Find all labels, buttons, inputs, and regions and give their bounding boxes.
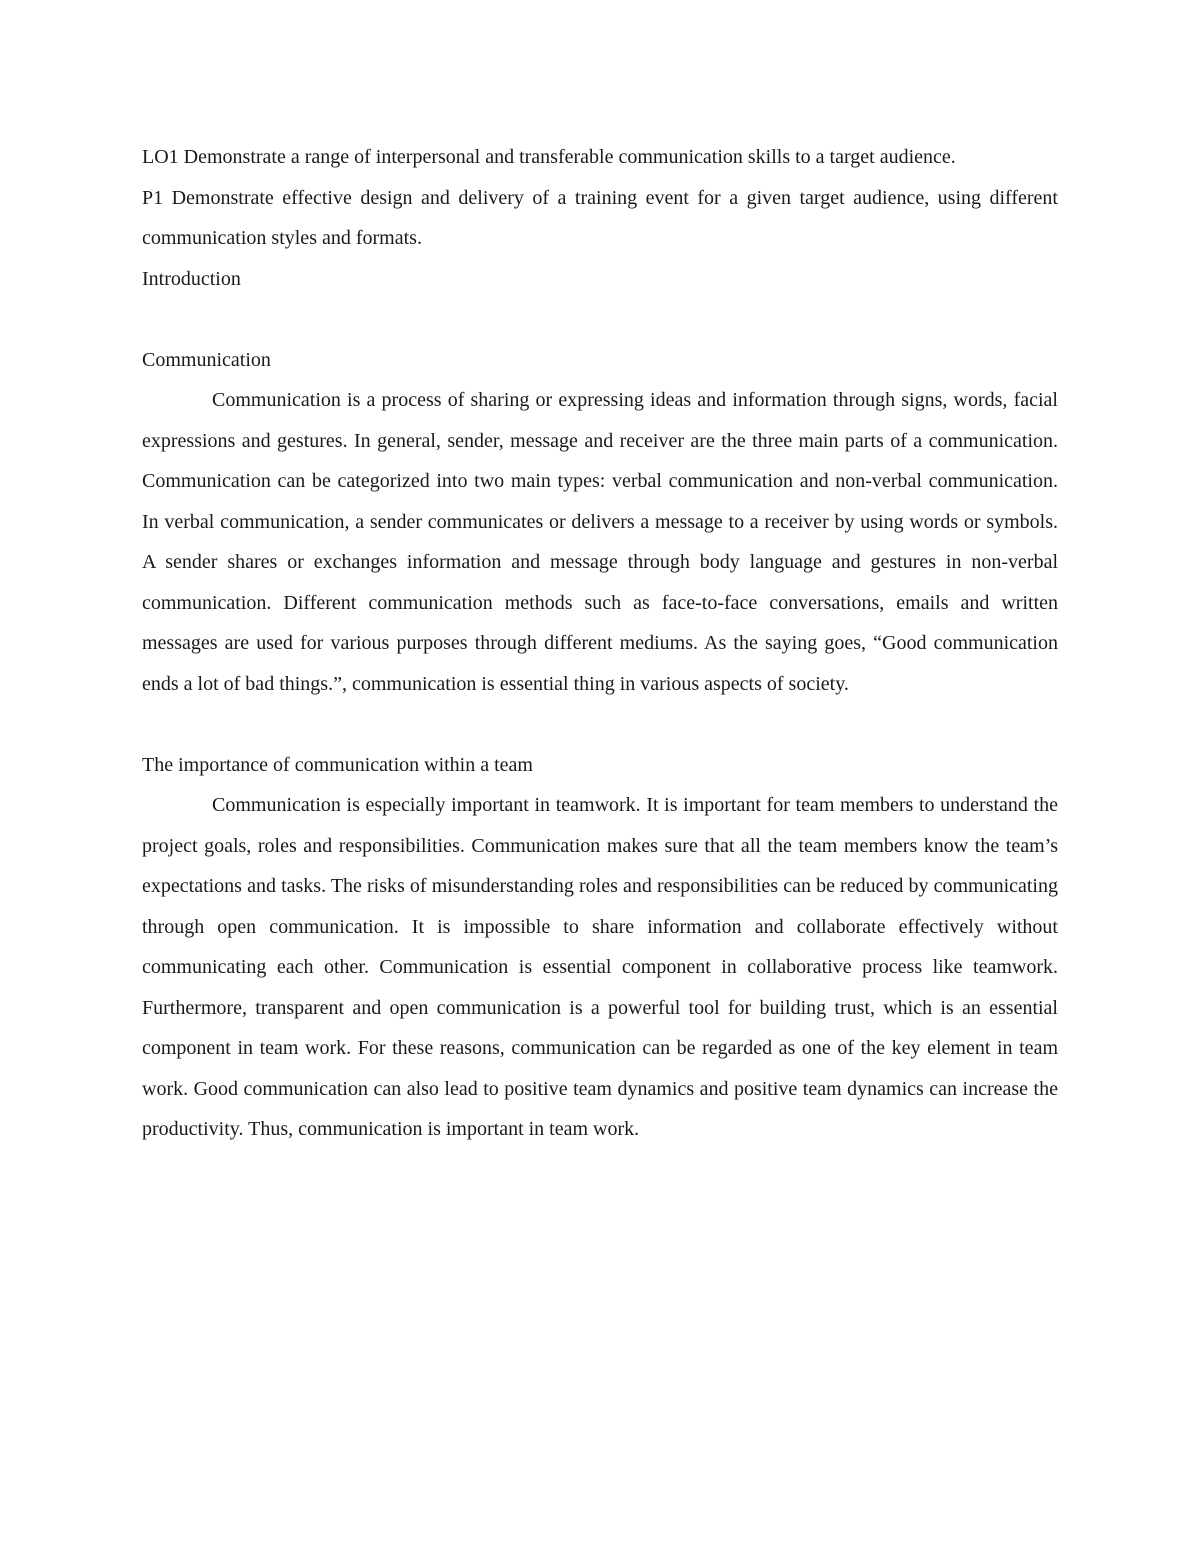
p-heading: P1 Demonstrate effective design and delivery of a training event for a given target audience, using different communication styles and formats. — [142, 186, 1058, 249]
section-title-team-communication: The importance of communication within a team — [142, 753, 533, 776]
lo-heading: LO1 Demonstrate a range of interpersonal and transferable communication skills to a target audience. — [142, 146, 956, 168]
section-body-communication: Communication is a process of sharing or expressing ideas and information through signs, words, facial expressions and gestures. In general, sender, message and receiver are the three main parts of a communication. Communication can be categorized into two main types: verbal communication and non-verbal communication. In verbal communication, a sender communicates or delivers a message to a receiver by using words or symbols. A sender shares or exchanges information and message through body language and gestures in non-verbal communication. Different communication methods such as face-to-face conversations, emails and written messages are used for various purposes through different mediums. As the saying goes, “Good communication ends a lot of bad things.”, communication is essential thing in various aspects of society. — [142, 389, 1058, 695]
section-title-communication: Communication — [142, 348, 271, 371]
section-body-team-communication: Communication is especially important in teamwork. It is important for team members to understand the project goals, roles and responsibilities. Communication makes sure that all the team members know the team’s expectations and tasks. The risks of misunderstanding roles and responsibilities can be reduced by communicating through open communication. It is impossible to share information and collaborate effectively without communicating each other. Communication is essential component in collaborative process like teamwork. Furthermore, transparent and open communication is a powerful tool for building trust, which is an essential component in team work. For these reasons, communication can be regarded as one of the key element in team work. Good communication can also lead to positive team dynamics and positive team dynamics can increase the productivity. Thus, communication is important in team work. — [142, 794, 1058, 1140]
document-content — [142, 137, 1058, 1150]
introduction-title: Introduction — [142, 267, 241, 290]
blank-line — [142, 704, 1058, 745]
blank-line — [142, 299, 1058, 340]
